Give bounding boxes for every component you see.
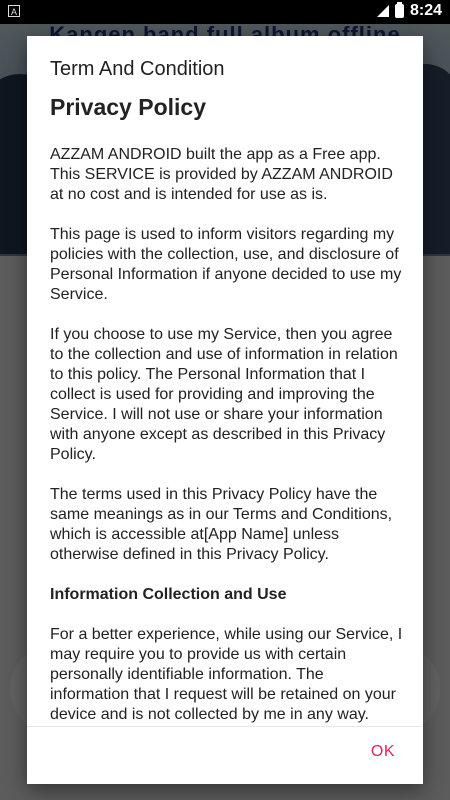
terms-dialog [27, 36, 423, 784]
policy-paragraph: If you choose to use my Service, then you agree to the collection and use of information in relation to this policy. The Personal Information that I collect is used for providing and improving the Service. I will not use or share your information with anyone except as described in this Privacy Policy. [50, 326, 398, 463]
policy-paragraph: This page is used to inform visitors regarding my policies with the collection, use, and disclosure of Personal Information if anyone decided to use my Service. [50, 226, 402, 303]
signal-icon [377, 5, 389, 17]
policy-paragraph: For a better experience, while using our Service, I may require you to provide us with certain personally identifiable information. The information that I request will be retained on your device and is not collected by me in any way. [50, 626, 403, 723]
dialog-title: Term And Condition [50, 58, 225, 80]
dialog-divider [27, 726, 423, 727]
status-time: 8:24 [409, 2, 442, 19]
battery-icon [395, 4, 404, 18]
privacy-policy-heading: Privacy Policy [50, 94, 206, 120]
policy-paragraph: AZZAM ANDROID built the app as a Free app. This SERVICE is provided by AZZAM ANDROID at no cost and is intended for use as is. [50, 146, 393, 203]
policy-paragraph: The terms used in this Privacy Policy have the same meanings as in our Terms and Conditions, which is accessible at[App Name] unless otherwise defined in this Privacy Policy. [50, 486, 393, 563]
status-icons [377, 2, 442, 20]
status-bar [0, 0, 450, 24]
section-heading: Information Collection and Use [50, 586, 287, 603]
notification-icon: A [8, 5, 20, 17]
ok-button[interactable]: OK [370, 743, 395, 760]
dialog-scroll-content[interactable] [50, 92, 406, 725]
